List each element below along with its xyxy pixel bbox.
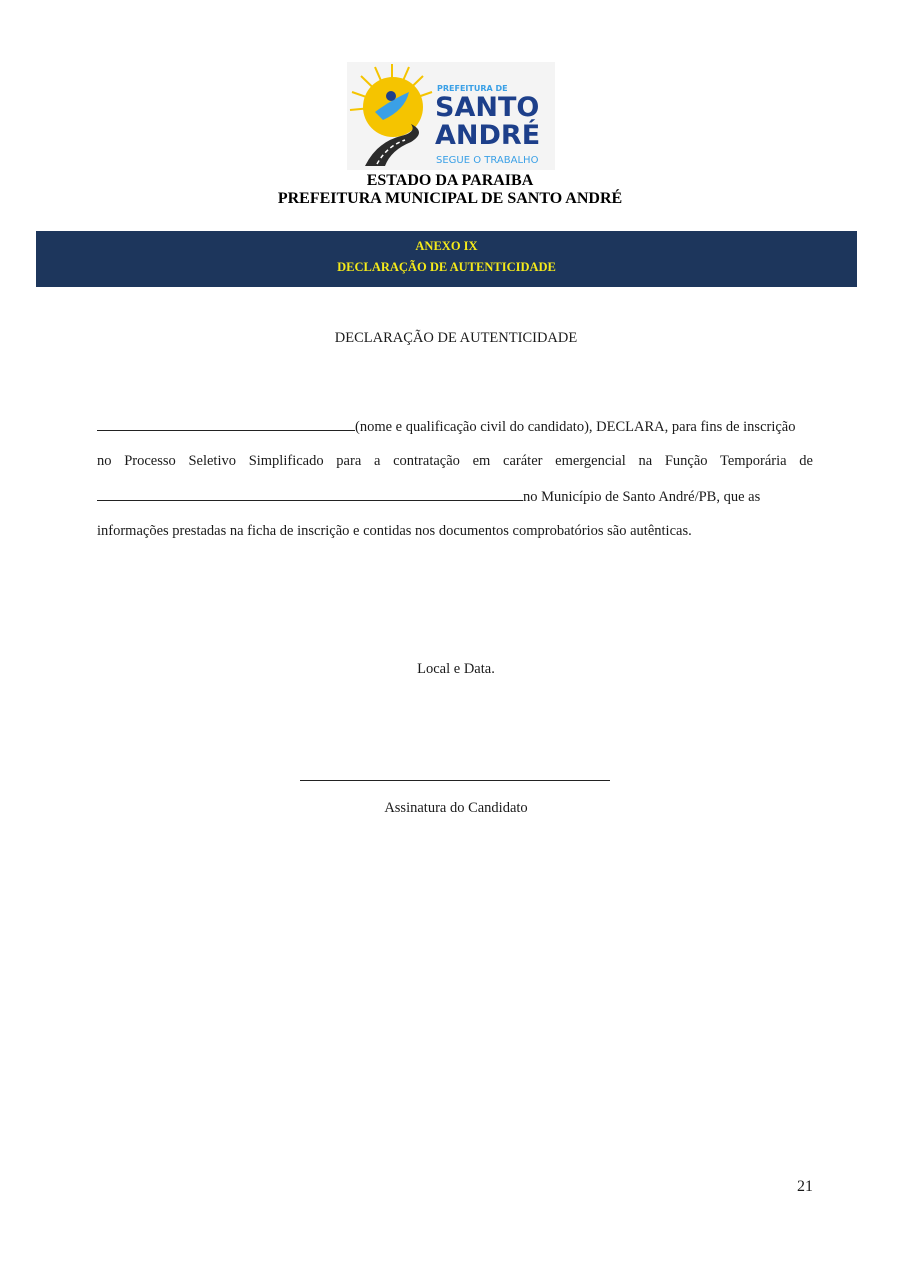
declaration-line-1-text: (nome e qualificação civil do candidato), DECLARA, para fins de inscrição bbox=[355, 419, 796, 435]
annex-subject: DECLARAÇÃO DE AUTENTICIDADE bbox=[337, 260, 556, 274]
page-number: 21 bbox=[797, 1178, 813, 1195]
logo-line1: SANTO bbox=[435, 92, 540, 123]
function-blank bbox=[97, 487, 523, 501]
santo-andre-logo-icon bbox=[347, 62, 555, 170]
annex-banner bbox=[36, 231, 857, 287]
place-date: Local e Data. bbox=[417, 661, 495, 677]
logo-tagline: SEGUE O TRABALHO bbox=[436, 155, 539, 166]
logo bbox=[347, 62, 555, 170]
logo-line2: ANDRÉ bbox=[435, 120, 541, 151]
candidate-name-blank bbox=[97, 417, 355, 431]
signature-line bbox=[300, 780, 610, 781]
signature-label: Assinatura do Candidato bbox=[384, 800, 528, 816]
municipality-name: PREFEITURA MUNICIPAL DE SANTO ANDRÉ bbox=[277, 190, 623, 207]
declaration-line-4: informações prestadas na ficha de inscrição e contidas nos documentos comprobatórios são autênticas. bbox=[97, 523, 692, 539]
declaration-line-3-text: no Município de Santo André/PB, que as bbox=[523, 489, 761, 505]
declaration-line-2: no Processo Seletivo Simplificado para a contratação em caráter emergencial na Função Temporária de bbox=[97, 453, 813, 469]
logo-top-text: PREFEITURA DE bbox=[437, 84, 508, 93]
state-name: ESTADO DA PARAIBA bbox=[366, 172, 534, 189]
document-header bbox=[0, 172, 900, 208]
declaration-line-1 bbox=[97, 417, 813, 436]
declaration-line-3 bbox=[97, 487, 813, 506]
page-title: DECLARAÇÃO DE AUTENTICIDADE bbox=[334, 330, 578, 346]
annex-number: ANEXO IX bbox=[415, 239, 478, 253]
